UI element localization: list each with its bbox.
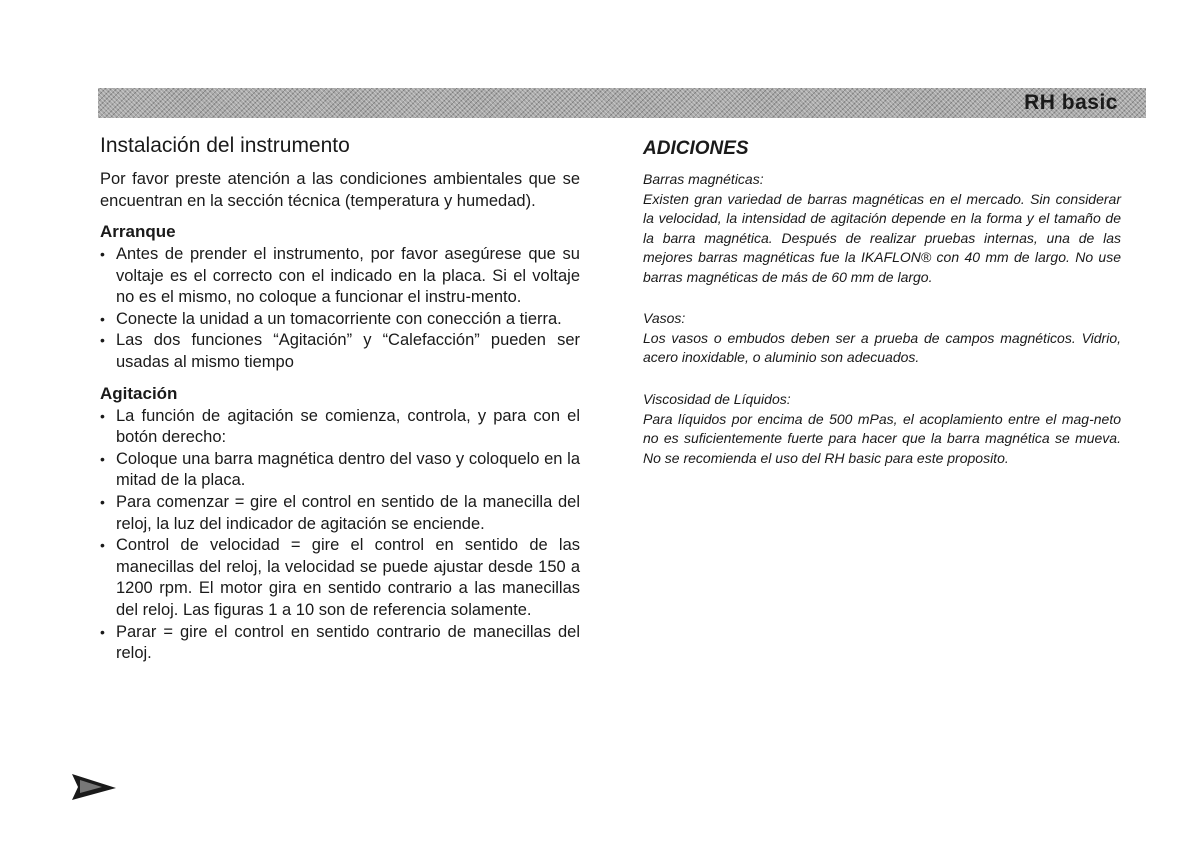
left-column bbox=[100, 134, 580, 675]
stirring-list bbox=[100, 406, 580, 665]
list-item: • La función de agitación se comienza, controla, y para con el botón derecho: bbox=[100, 406, 580, 449]
startup-list bbox=[100, 244, 580, 374]
right-column bbox=[643, 134, 1121, 490]
list-item: • Antes de prender el instrumento, por favor asegúrese que su voltaje es el correcto con el indicado en la placa. Si el voltaje no es el mismo, no coloque a funcionar el instru-mento. bbox=[100, 244, 580, 309]
list-item: • Parar = gire el control en sentido contrario de manecillas del reloj. bbox=[100, 622, 580, 665]
stir-bars-heading: Barras magnéticas: bbox=[643, 171, 764, 187]
header-bar bbox=[98, 88, 1146, 118]
stirring-heading: Agitación bbox=[100, 383, 178, 403]
startup-heading: Arranque bbox=[100, 222, 176, 241]
installation-title: Instalación del instrumento bbox=[100, 134, 350, 157]
list-item: • Para comenzar = gire el control en sentido de la manecilla del reloj, la luz del indicador de agitación se enciende. bbox=[100, 492, 580, 535]
additions-title: ADICIONES bbox=[643, 138, 749, 159]
vessels-heading: Vasos: bbox=[643, 310, 686, 327]
list-item: • Conecte la unidad a un tomacorriente con conección a tierra. bbox=[100, 309, 580, 331]
list-item: • Control de velocidad = gire el control en sentido de las manecillas del reloj, la velocidad se puede ajustar desde 150 a 1200 rpm. El motor gira en sentido contrario a las manecillas del reloj. Las figuras 1 a 10 son de referencia solamente. bbox=[100, 535, 580, 621]
installation-intro: Por favor preste atención a las condiciones ambientales que se encuentran en la sección técnica (temperatura y humedad). bbox=[100, 170, 580, 210]
list-item: • Las dos funciones “Agitación” y “Calefacción” pueden ser usadas al mismo tiempo bbox=[100, 330, 580, 373]
brand-label: RH basic bbox=[1024, 91, 1118, 114]
list-item: • Coloque una barra magnética dentro del vaso y coloquelo en la mitad de la placa. bbox=[100, 449, 580, 492]
vessels-text: Los vasos o embudos deben ser a prueba de campos magnéticos. Vidrio, acero inoxidable, o aluminio son adecuados. bbox=[643, 330, 1121, 366]
viscosity-heading: Viscosidad de Líquidos: bbox=[643, 390, 791, 407]
stir-bars-text: Existen gran variedad de barras magnéticas en el mercado. Sin considerar la velocidad, la intensidad de agitación depende en la forma y el tamaño de la barra magnética. Después de realizar pruebas internas, una de las mejores barras magnéticas fue la IKAFLON® con 40 mm de largo. No use barras magnéticas de más de 60 mm de largo. bbox=[643, 191, 1121, 285]
page-arrow-icon bbox=[72, 774, 116, 805]
viscosity-text: Para líquidos por encima de 500 mPas, el acoplamiento entre el mag-neto no es suficientemente fuerte para hacer que la barra magnética se mueva. No se recomienda el uso del RH basic para este proposito. bbox=[643, 410, 1121, 466]
